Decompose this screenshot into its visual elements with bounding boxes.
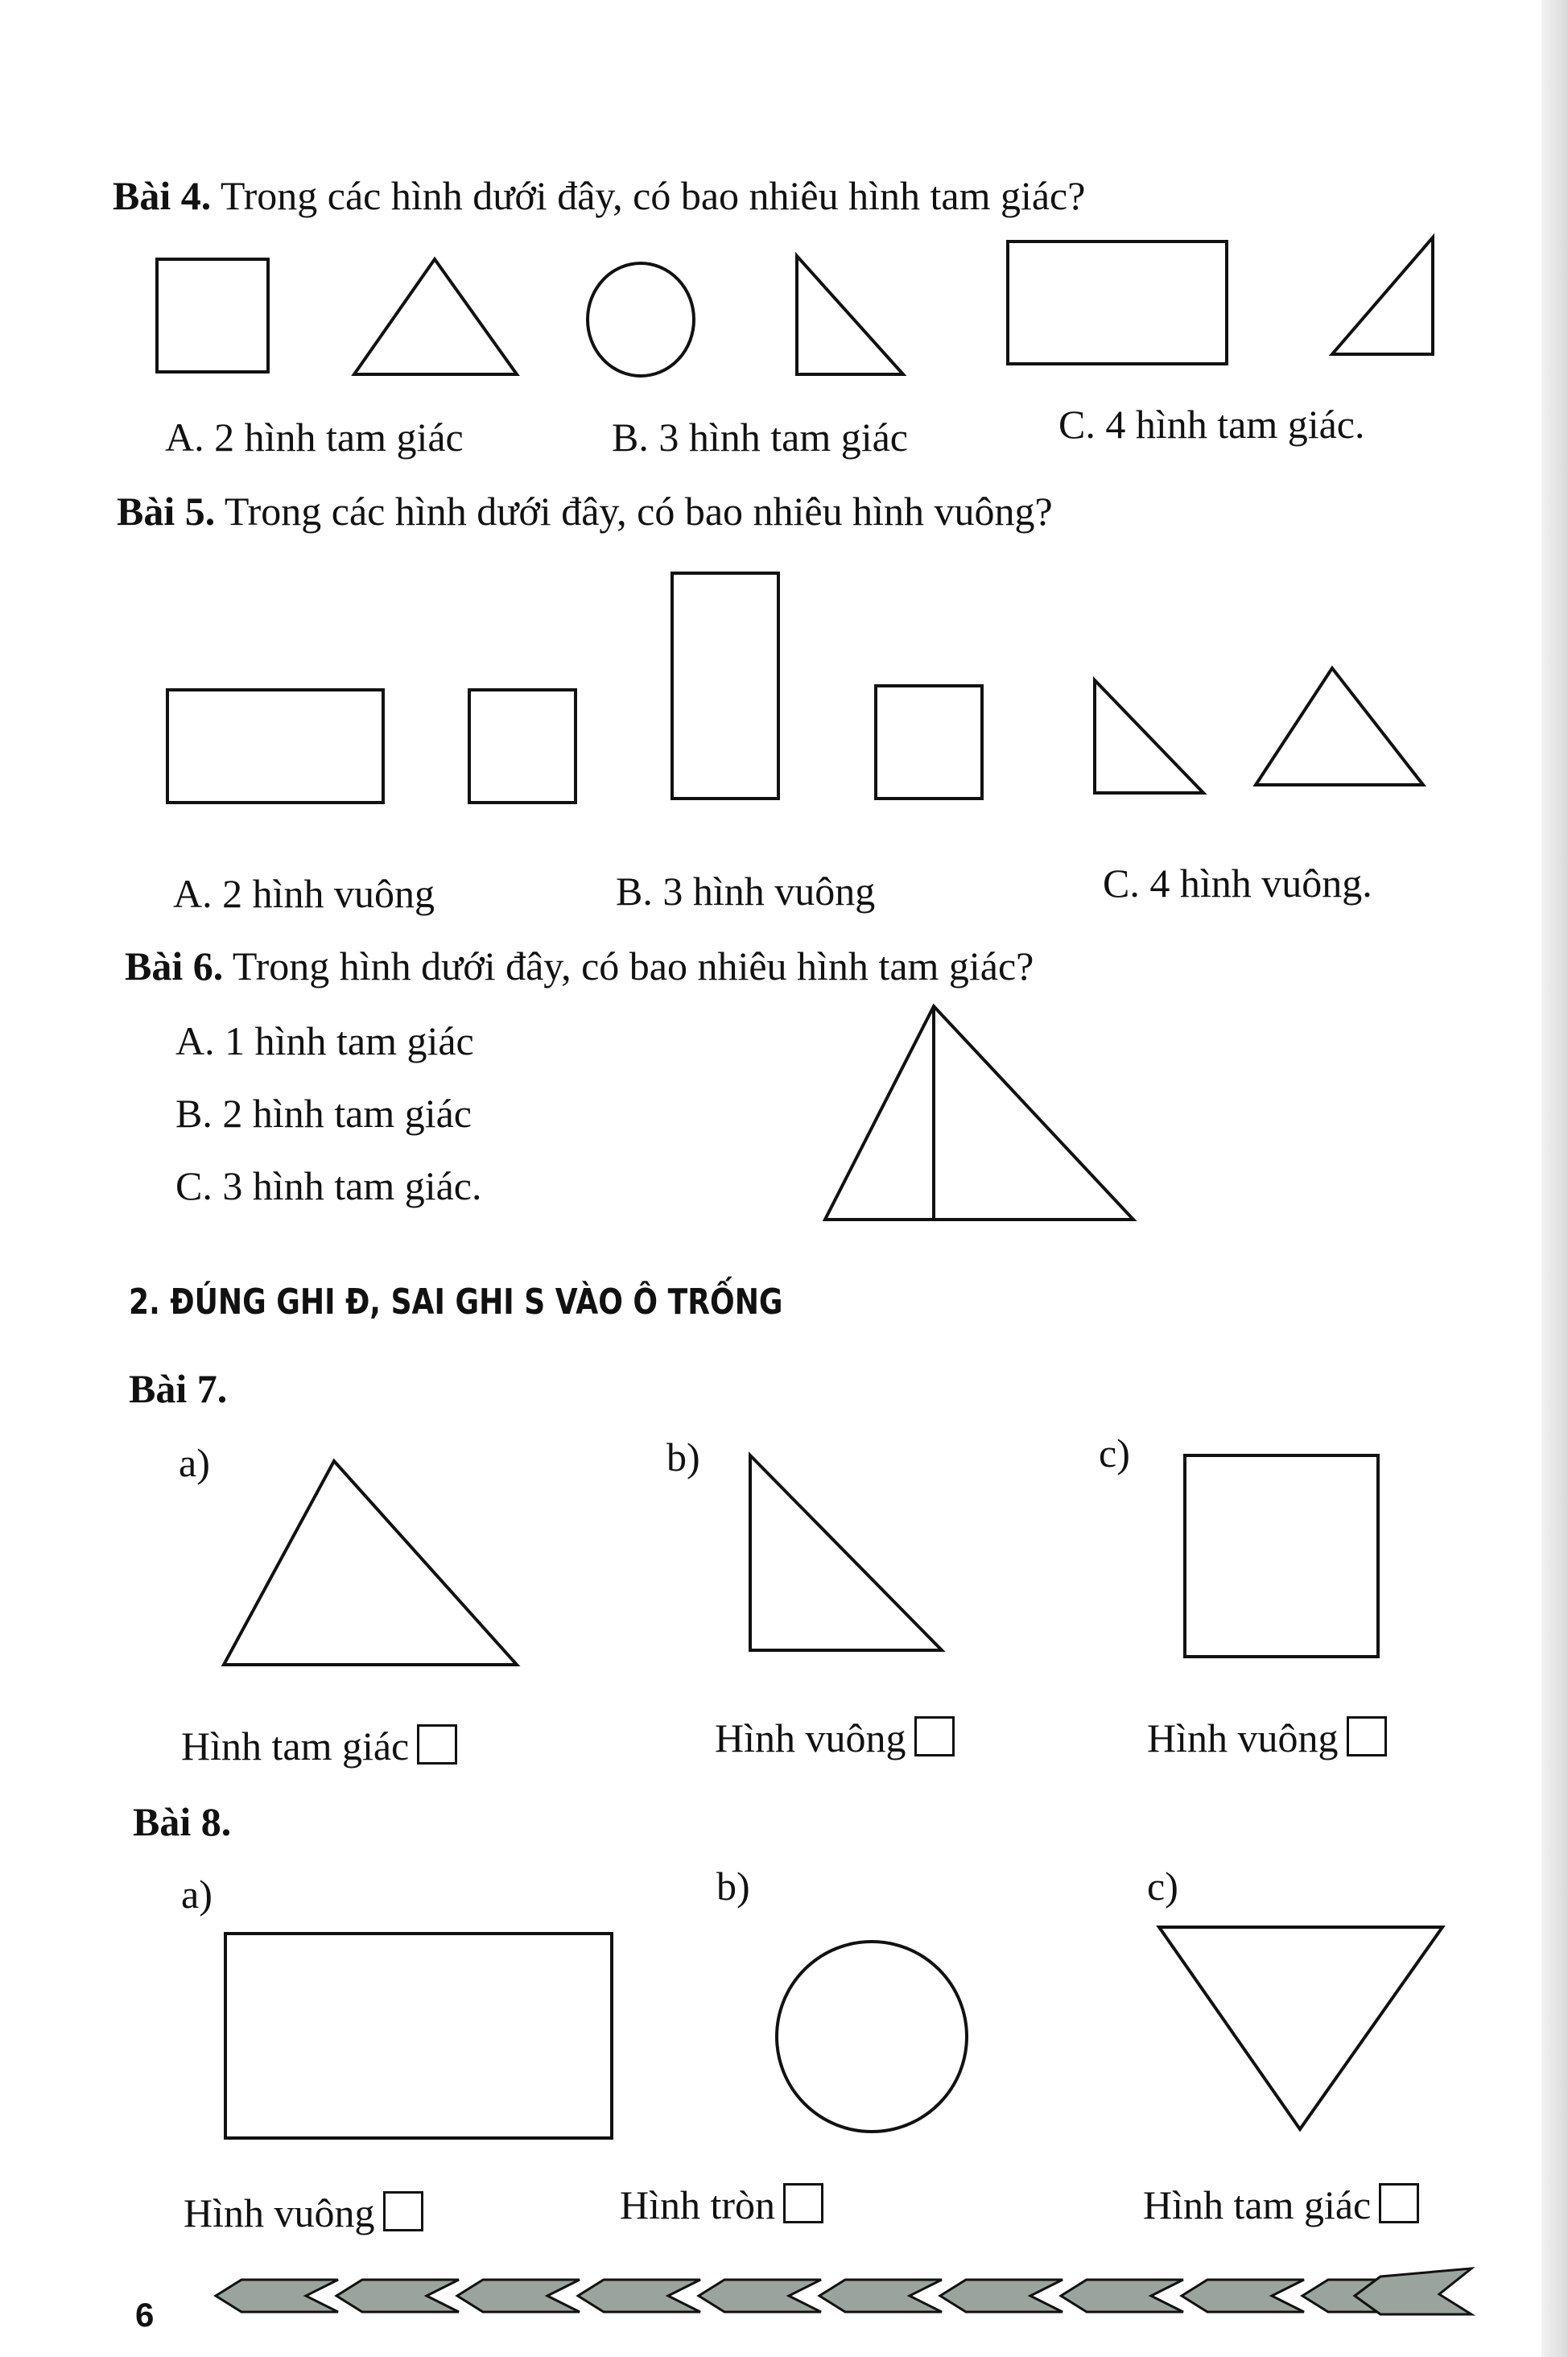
arrow-chevron <box>336 2280 459 2312</box>
bai5-triangle-shape <box>1256 668 1423 785</box>
bai4-question: Trong các hình dưới đây, có bao nhiêu hình tam giác? <box>220 173 1086 218</box>
bai5-square-2-shape <box>876 686 982 799</box>
bai5-tall-rectangle-shape <box>672 573 778 799</box>
bai8-c-letter: c) <box>1147 1864 1178 1909</box>
arrow-chevron <box>819 2280 942 2312</box>
bai6-label: Bài 6. <box>125 943 224 989</box>
footer-arrow-band <box>216 2268 1471 2314</box>
bai6-option-b: B. 2 hình tam giác <box>175 1091 472 1136</box>
bai4-square-shape <box>157 259 268 372</box>
bai8-b-caption: Hình tròn <box>620 2182 776 2227</box>
bai4-right-triangle-2-shape <box>1332 237 1433 354</box>
bai5-option-c: C. 4 hình vuông. <box>1103 861 1372 906</box>
page-number: 6 <box>135 2296 155 2334</box>
bai7-c-caption: Hình vuông <box>1147 1715 1339 1761</box>
bai8-label: Bài 8. <box>133 1799 232 1844</box>
bai7-b-caption: Hình vuông <box>715 1715 906 1761</box>
bai5-option-a: A. 2 hình vuông <box>173 871 435 916</box>
bai5-right-triangle-shape <box>1095 680 1203 793</box>
arrow-chevron <box>457 2280 580 2312</box>
bai6-option-c: C. 3 hình tam giác. <box>175 1163 482 1208</box>
bai4-option-b: B. 3 hình tam giác <box>612 415 908 460</box>
bai7-c-letter: c) <box>1099 1430 1130 1476</box>
bai5-square-shape <box>469 690 576 803</box>
bai7-b-letter: b) <box>666 1434 700 1480</box>
bai5-question: Trong các hình dưới đây, có bao nhiêu hình vuông? <box>224 489 1053 534</box>
bai6-option-a: A. 1 hình tam giác <box>175 1018 474 1063</box>
bai5-label: Bài 5. <box>117 489 216 534</box>
bai8-a-letter: a) <box>181 1872 213 1917</box>
bai6-question: Trong hình dưới đây, có bao nhiêu hình tam giác? <box>232 943 1034 989</box>
bai5-rectangle-shape <box>167 690 383 803</box>
bai4-triangle-shape <box>354 259 517 374</box>
bai7-a-caption: Hình tam giác <box>181 1723 410 1769</box>
bai4-label: Bài 4. <box>113 173 212 218</box>
bai4-option-c: C. 4 hình tam giác. <box>1058 402 1365 447</box>
bai8-a-rectangle-shape <box>225 1934 612 2138</box>
bai4-right-triangle-shape <box>797 256 903 374</box>
bai8-b-letter: b) <box>716 1864 750 1909</box>
bai4-option-a: A. 2 hình tam giác <box>165 415 464 460</box>
bai4-circle-shape <box>588 263 694 376</box>
arrow-chevron <box>216 2280 338 2312</box>
bai7-b-right-triangle-shape <box>750 1455 942 1650</box>
bai7-label: Bài 7. <box>129 1366 228 1411</box>
bai8-c-caption: Hình tam giác <box>1143 2182 1372 2227</box>
bai8-b-circle-shape <box>777 1942 967 2132</box>
bai5-option-b: B. 3 hình vuông <box>616 869 876 914</box>
bai7-a-letter: a) <box>179 1440 210 1485</box>
bai6-triangle-shape <box>825 1006 1133 1220</box>
arrow-chevron <box>699 2280 821 2312</box>
arrow-chevron <box>1182 2280 1304 2312</box>
bai8-c-inverted-triangle-shape <box>1159 1927 1442 2129</box>
arrow-chevron <box>940 2280 1063 2312</box>
bai4-rectangle-shape <box>1008 241 1227 364</box>
arrow-chevron <box>1355 2268 1471 2314</box>
arrow-chevron <box>578 2280 700 2312</box>
bai7-a-triangle-shape <box>224 1461 517 1665</box>
bai7-c-rectangle-shape <box>1185 1455 1378 1657</box>
bai8-a-caption: Hình vuông <box>184 2190 375 2235</box>
arrow-chevron <box>1061 2280 1183 2312</box>
section2-title: 2. ĐÚNG GHI Đ, SAI GHI S VÀO Ô TRỐNG <box>129 1282 783 1323</box>
